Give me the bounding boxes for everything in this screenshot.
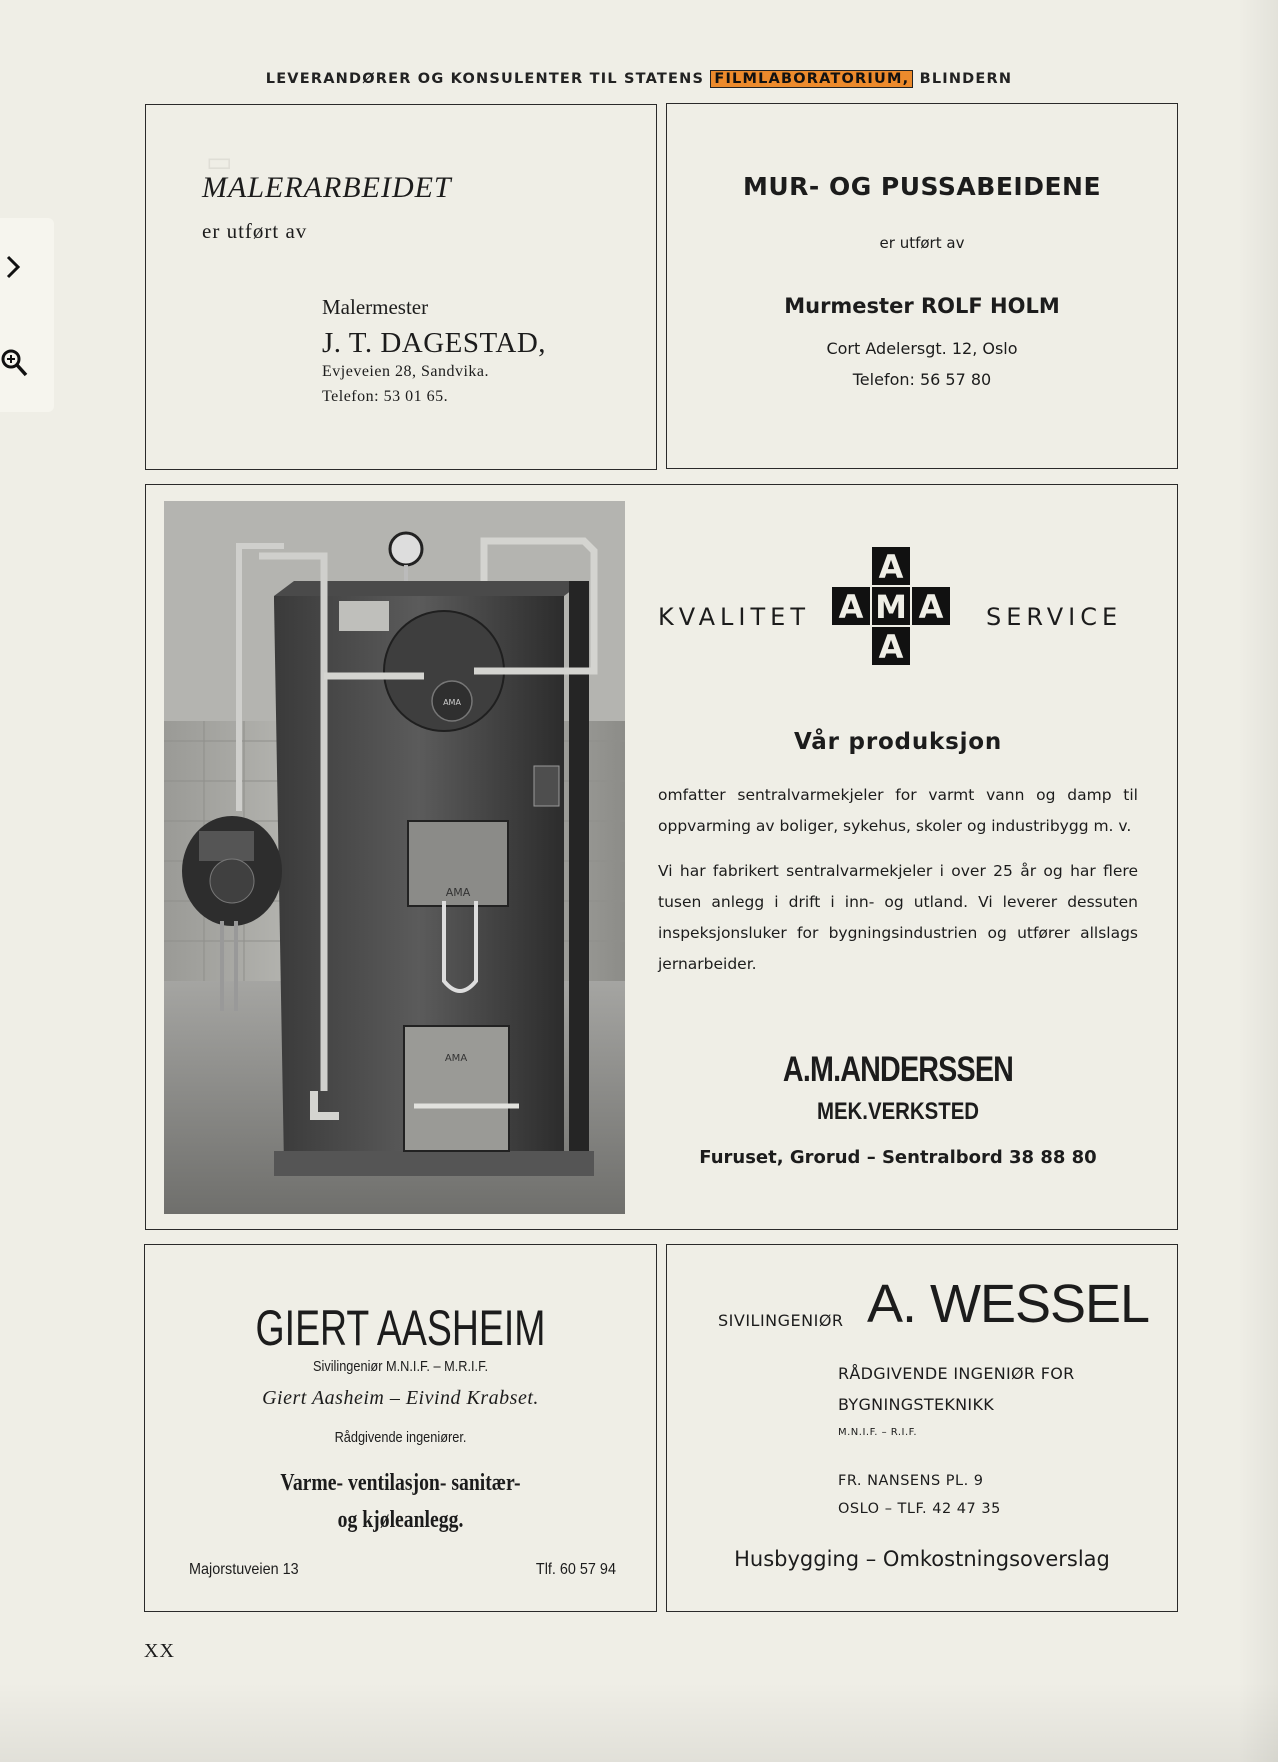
ad-wessel-line-1: RÅDGIVENDE INGENIØR FOR <box>838 1364 1075 1383</box>
ama-company-sub: MEK.VERKSTED <box>816 1098 980 1125</box>
ad-aasheim-address: Majorstuveien 13 <box>189 1561 299 1578</box>
chevron-right-icon <box>4 254 26 280</box>
ama-tag-right: SERVICE <box>986 603 1123 631</box>
ad-wessel-name: A. WESSEL <box>867 1274 1150 1334</box>
ad-mur-subtitle: er utført av <box>879 234 965 252</box>
ad-maler <box>145 104 657 470</box>
ad-wessel-address-2: OSLO – TLF. 42 47 35 <box>838 1501 1001 1517</box>
ama-logo-letter-top: A <box>878 548 904 586</box>
ad-mur-phone: Telefon: 56 57 80 <box>852 370 992 389</box>
page-bottom-shadow <box>0 1682 1278 1762</box>
ad-maler-title: MALERARBEIDET <box>202 171 452 204</box>
ama-heading: Vår produksjon <box>793 729 1003 755</box>
ad-aasheim-credentials: Sivilingeniør M.N.I.F. – M.R.I.F. <box>313 1358 488 1375</box>
ad-maler-role: Malermester <box>322 295 429 319</box>
burner <box>182 816 282 926</box>
zoom-in-icon <box>1 348 29 378</box>
ad-aasheim-services-2: og kjøleanlegg. <box>337 1507 464 1533</box>
ad-wessel-footer: Husbygging – Omkostningsoverslag <box>734 1547 1110 1571</box>
ad-aasheim-title: GIERT AASHEIM <box>255 1300 546 1357</box>
ama-logo-letter-bottom: A <box>878 628 904 665</box>
boiler-door-plate: AMA <box>445 886 471 899</box>
ama-paragraph-1: omfatter sentralvarmekjeler for varmt vann og damp til oppvarming av boliger, sykehus, skoler og industribygg m. v. <box>658 786 1138 835</box>
header-text-after: BLINDERN <box>919 71 1013 87</box>
ama-paragraph-2: Vi har fabrikert sentralvarmekjeler i over 25 år og har flere tusen anlegg i drift i inn- og utland. Vi leverer dessuten inspeksjonsluker for bygningsindustrien og utfører allslags jernarbeider. <box>658 862 1138 973</box>
ama-company-name: A.M.ANDERSSEN <box>782 1050 1014 1089</box>
zoom-in-button[interactable] <box>0 348 30 378</box>
ad-mur <box>666 103 1178 469</box>
boiler-top-plate: AMA <box>443 698 461 707</box>
ad-aasheim <box>144 1244 657 1612</box>
ad-mur-name: Murmester ROLF HOLM <box>784 294 1060 318</box>
ad-wessel <box>666 1244 1178 1612</box>
header-text-before: LEVERANDØRER OG KONSULENTER TIL STATENS <box>265 71 705 87</box>
viewer-side-panel <box>0 218 54 412</box>
ad-wessel-address-1: FR. NANSENS PL. 9 <box>838 1473 984 1489</box>
ad-aasheim-phone: Tlf. 60 57 94 <box>535 1561 616 1578</box>
ama-logo-letter-left: A <box>838 588 864 626</box>
ad-ama <box>145 484 1178 1230</box>
ad-maler-address: Evjeveien 28, Sandvika. <box>322 363 490 380</box>
ad-wessel-credentials: M.N.I.F. – R.I.F. <box>838 1427 917 1438</box>
ad-wessel-line-2: BYGNINGSTEKNIKK <box>838 1395 995 1414</box>
ama-logo <box>832 547 950 665</box>
ad-mur-title: MUR- OG PUSSABEIDENE <box>742 172 1102 201</box>
boiler-photo <box>164 501 625 1214</box>
bleed-through: ▭ <box>206 145 233 178</box>
ama-logo-letter-right: A <box>918 588 944 626</box>
ad-maler-phone: Telefon: 53 01 65. <box>322 388 449 405</box>
ama-tag-left: KVALITET <box>658 603 810 631</box>
page-edge-shadow <box>1238 0 1278 1762</box>
page-header <box>0 71 1278 87</box>
ad-aasheim-names: Giert Aasheim – Eivind Krabset. <box>262 1387 539 1409</box>
ad-maler-name: J. T. DAGESTAD, <box>322 327 547 359</box>
ad-maler-subtitle: er utført av <box>202 219 308 243</box>
ad-aasheim-services-1: Varme- ventilasjon- sanitær- <box>280 1470 521 1496</box>
ad-mur-address: Cort Adelersgt. 12, Oslo <box>826 339 1018 358</box>
ad-wessel-prefix: SIVILINGENIØR <box>718 1311 844 1330</box>
boiler-lower-plate: AMA <box>444 1053 468 1064</box>
ama-address: Furuset, Grorud – Sentralbord 38 88 80 <box>699 1147 1097 1168</box>
ad-aasheim-role: Rådgivende ingeniører. <box>334 1429 467 1446</box>
ama-logo-letter-middle: M <box>875 588 907 626</box>
header-highlight: FILMLABORATORIUM, <box>710 70 913 88</box>
next-page-button[interactable] <box>0 252 30 282</box>
page-number: XX <box>144 1640 175 1662</box>
